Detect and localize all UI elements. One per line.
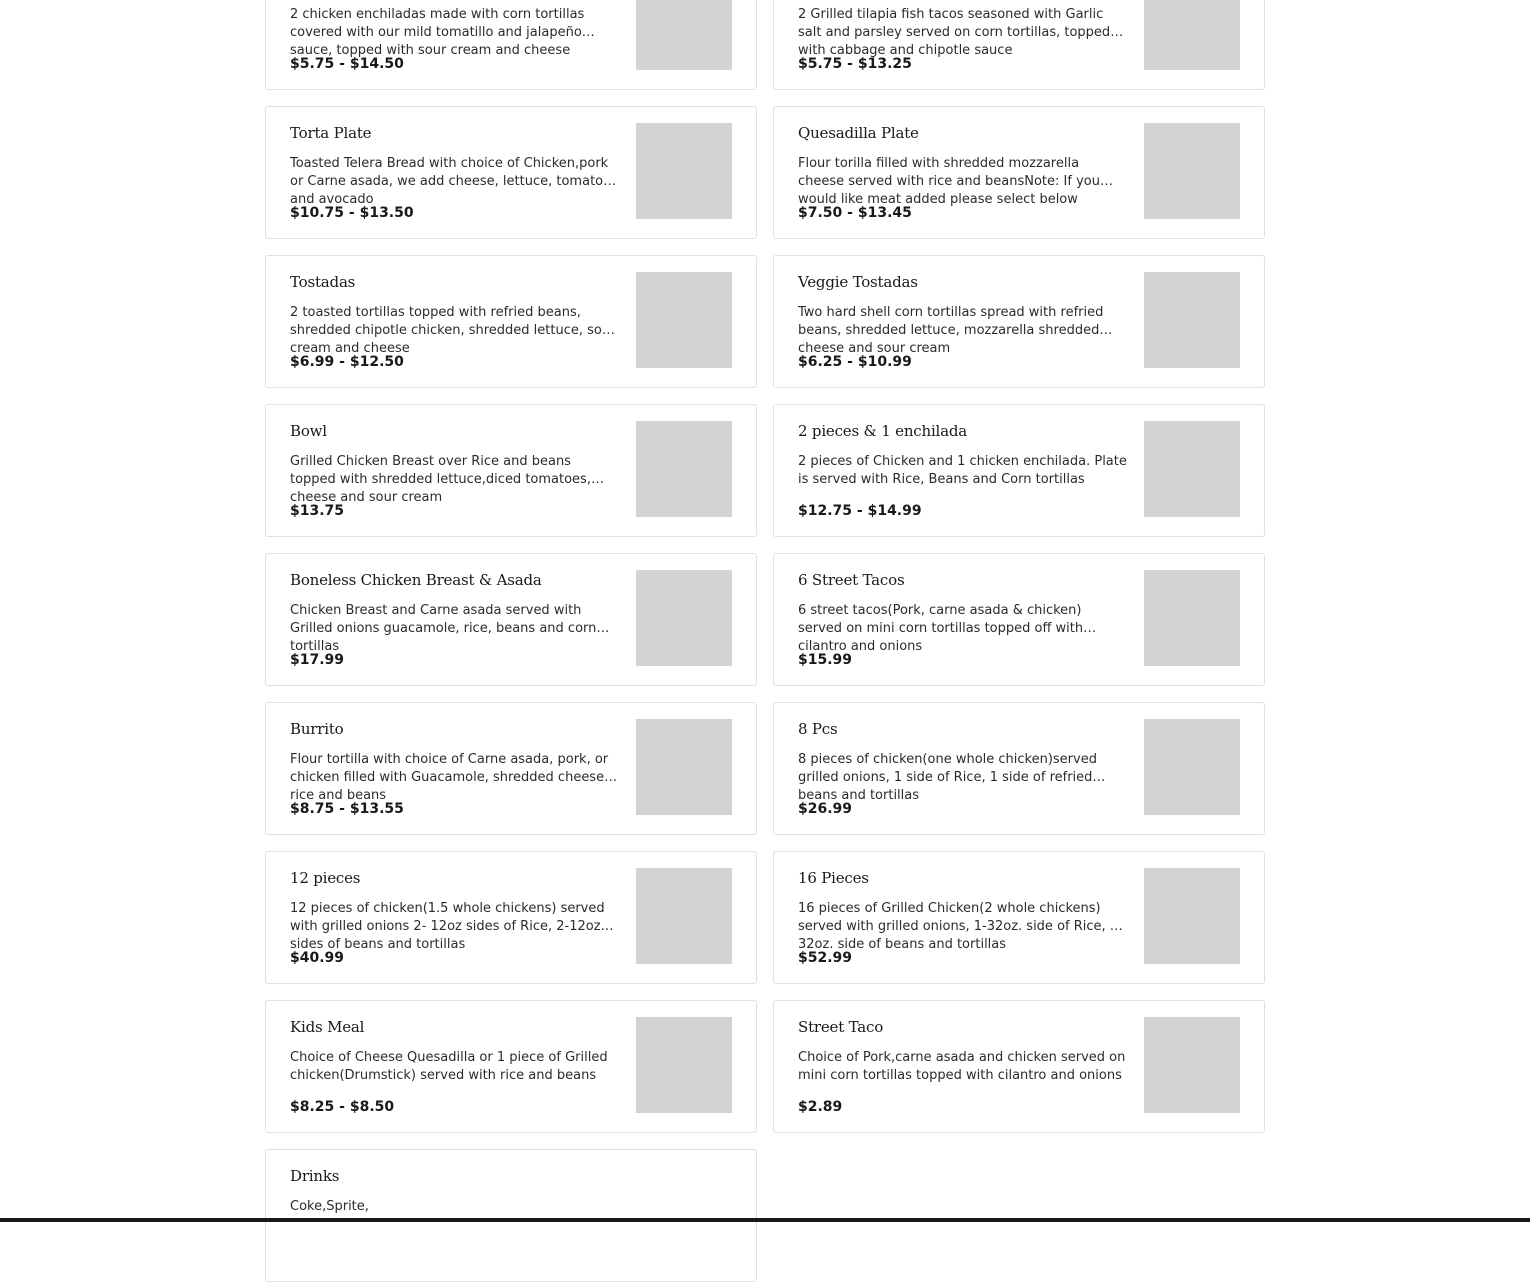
menu-item-price: $2.89 [798,1099,843,1115]
menu-item-name: Torta Plate [290,124,372,142]
menu-item-name: Kids Meal [290,1018,365,1036]
menu-item-description: Choice of Pork,carne asada and chicken served on mini corn tortillas topped with cilantro and onions [798,1050,1126,1083]
menu-item-details [798,272,1128,372]
menu-item-price: $7.50 - $13.45 [798,205,912,221]
menu-item-card[interactable] [265,0,757,90]
menu-item-card[interactable] [265,553,757,686]
menu-item-image-placeholder [636,123,732,219]
menu-item-description: 2 Grilled tilapia fish tacos seasoned with Garlic salt and parsley served on corn tortillas, topped with cabbage and chipotle sauce [798,7,1111,58]
menu-item-details [798,719,1128,819]
menu-item-description: 6 street tacos(Pork, carne asada & chicken) served on mini corn tortillas topped off with cilantro and onions [798,603,1084,654]
menu-item-card[interactable] [773,404,1265,537]
menu-item-price: $8.75 - $13.55 [290,801,404,817]
menu-item-name: Burrito [290,720,344,738]
menu-item-price: $52.99 [798,950,853,966]
menu-item-name: Street Taco [798,1018,884,1036]
menu-item-price: $12.75 - $14.99 [798,503,922,519]
menu-item-image-placeholder [1144,421,1240,517]
menu-item-price: $5.75 - $14.50 [290,56,404,72]
menu-item-image-placeholder [636,0,732,70]
menu-item-image-placeholder [636,421,732,517]
menu-item-price: $13.75 [290,503,345,519]
menu-item-card[interactable] [265,851,757,984]
menu-item-name: Quesadilla Plate [798,124,919,142]
menu-item-image-placeholder [1144,272,1240,368]
menu-item-name: Veggie Tostadas [798,273,918,291]
menu-item-image-placeholder [636,868,732,964]
menu-item-image-placeholder [1144,123,1240,219]
menu-item-card[interactable] [773,0,1265,90]
menu-item-image-placeholder [636,1017,732,1113]
menu-item-description: 8 pieces of chicken(one whole chicken)served grilled onions, 1 side of Rice, 1 side of refried beans and tortillas [798,752,1097,803]
menu-item-details [290,421,620,521]
menu-item-card[interactable] [265,702,757,835]
menu-item-description: Grilled Chicken Breast over Rice and beans topped with shredded lettuce,diced tomatoes, cheese and sour cream [290,454,591,505]
menu-item-details [798,0,1128,74]
menu-item-card[interactable] [773,553,1265,686]
bottom-bar [0,1218,1530,1222]
menu-item-name: 6 Street Tacos [798,571,905,589]
menu-item-name: 12 pieces [290,869,361,887]
menu-item-name: Drinks [290,1167,340,1185]
menu-item-details [290,868,620,968]
menu-item-details [290,570,620,670]
menu-item-description: Two hard shell corn tortillas spread with refried beans, shredded lettuce, mozzarella shredded cheese and sour cream [798,305,1104,356]
menu-item-name: 2 pieces & 1 enchilada [798,422,968,440]
menu-item-price: $15.99 [798,652,853,668]
menu-item-name: 16 Pieces [798,869,869,887]
menu-item-description: Coke,Sprite, [290,1199,369,1214]
menu-item-details [290,0,620,74]
menu-item-description: Flour torilla filled with shredded mozzarella cheese served with rice and beansNote: If you would like meat added please select below [798,156,1100,207]
menu-item-card[interactable] [773,255,1265,388]
menu-item-image-placeholder [636,570,732,666]
menu-item-image-placeholder [1144,570,1240,666]
menu-item-description: 2 pieces of Chicken and 1 chicken enchilada. Plate is served with Rice, Beans and Corn tortillas [798,454,1127,487]
menu-item-details [290,272,620,372]
menu-item-details [798,123,1128,223]
menu-item-card[interactable] [265,404,757,537]
menu-item-price: $6.25 - $10.99 [798,354,912,370]
menu-item-card[interactable] [265,255,757,388]
menu-item-description: Chicken Breast and Carne asada served with Grilled onions guacamole, rice, beans and corn tortillas [290,603,597,654]
menu-item-price: $6.99 - $12.50 [290,354,404,370]
menu-item-image-placeholder [1144,719,1240,815]
menu-item-price: $5.75 - $13.25 [798,56,912,72]
menu-item-description: Flour tortilla with choice of Carne asada, pork, or chicken filled with Guacamole, shredded cheese, rice and beans [290,752,609,803]
menu-item-grid [265,0,1265,1282]
menu-item-name: Boneless Chicken Breast & Asada [290,571,542,589]
menu-item-name: 8 Pcs [798,720,838,738]
menu-item-description: Choice of Cheese Quesadilla or 1 piece of Grilled chicken(Drumstick) served with rice and beans [290,1050,608,1083]
menu-item-image-placeholder [636,719,732,815]
menu-item-price: $26.99 [798,801,853,817]
menu-item-image-placeholder [1144,868,1240,964]
menu-item-price: $40.99 [290,950,345,966]
menu-item-description: 2 chicken enchiladas made with corn tortillas covered with our mild tomatillo and jalapeño sauce, topped with sour cream and cheese [290,7,585,58]
menu-item-details [290,1166,730,1246]
menu-item-card[interactable] [265,106,757,239]
menu-item-name: Tostadas [290,273,356,291]
menu-item-card[interactable] [773,106,1265,239]
menu-item-image-placeholder [636,272,732,368]
menu-item-name: Bowl [290,422,327,440]
menu-item-card[interactable] [773,702,1265,835]
menu-item-description: 2 toasted tortillas topped with refried beans, shredded chipotle chicken, shredded lettuce, sour cream and cheese [290,305,616,356]
menu-item-details [798,570,1128,670]
menu-item-details [290,123,620,223]
menu-item-details [798,868,1128,968]
menu-item-card[interactable] [773,851,1265,984]
menu-item-description: 12 pieces of chicken(1.5 whole chickens) served with grilled onions 2- 12oz sides of Rice, 2-12oz sides of beans and tortillas [290,901,605,952]
menu-item-price: $10.75 - $13.50 [290,205,414,221]
menu-item-details [290,1017,620,1117]
menu-item-card[interactable] [773,1000,1265,1133]
menu-item-price: $17.99 [290,652,345,668]
menu-item-image-placeholder [1144,1017,1240,1113]
menu-item-description: Toasted Telera Bread with choice of Chicken,pork or Carne asada, we add cheese, lettuce, tomato and avocado [290,156,609,207]
menu-item-details [290,719,620,819]
menu-item-details [798,421,1128,521]
menu-item-price: $8.25 - $8.50 [290,1099,395,1115]
menu-item-description: 16 pieces of Grilled Chicken(2 whole chickens) served with grilled onions, 1-32oz. side of Rice, 1-32oz. side of beans and tortillas [798,901,1123,952]
menu-item-image-placeholder [1144,0,1240,70]
menu-item-card[interactable] [265,1000,757,1133]
menu-item-card[interactable] [265,1149,757,1282]
menu-item-details [798,1017,1128,1117]
